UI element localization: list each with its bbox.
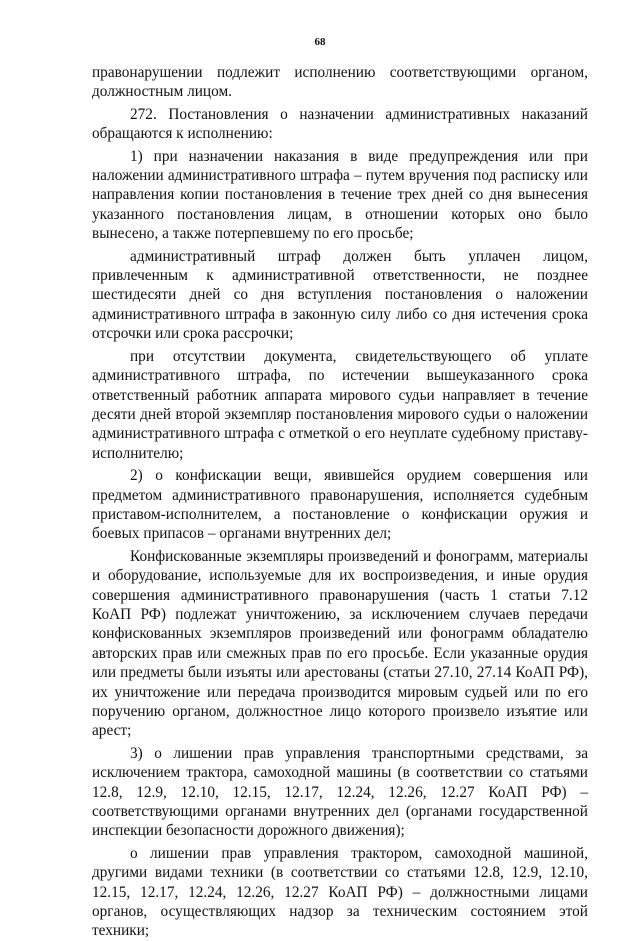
- paragraph-item-3: 3) о лишении прав управления транспортными средствами, за исключением трактора, самоходной машины (в соответствии со статьями 12.8, 12.9, 12.10, 12.15, 12.17, 12.24, 12.26, 12.27 КоАП РФ) – соответствующими органами внутренних дел (органами государственной инспекции безопасности дорожного движения);: [92, 744, 588, 840]
- paragraph-item-2: 2) о конфискации вещи, явившейся орудием совершения или предметом административного правонарушения, исполняется судебным приставом-исполнителем, а постановление о конфискации оружия и боевых припасов – органами внутренних дел;: [92, 467, 588, 543]
- document-body: [92, 63, 588, 941]
- paragraph-272: 272. Постановления о назначении административных наказаний обращаются к исполнению:: [92, 105, 588, 143]
- paragraph-continuation: правонарушении подлежит исполнению соответствующими органом, должностным лицом.: [92, 64, 588, 101]
- paragraph-no-payment-document: при отсутствии документа, свидетельствующего об уплате административного штрафа, по истечении вышеуказанного срока ответственный работник аппарата мирового судьи направляет в течение десяти дней второй экземпляр постановления мирового судьи о наложении административного штрафа с отметкой о его неуплате судебному приставу-исполнителю;: [92, 347, 588, 462]
- page-number: 68: [314, 36, 326, 48]
- paragraph-item-1: 1) при назначении наказания в виде предупреждения или при наложении административного штрафа – путем вручения под расписку или направления копии постановления в течение трех дней со дня вынесения указанного постановления лицам, в отношении которых оно было вынесено, а также потерпевшему по его просьбе;: [92, 147, 588, 243]
- paragraph-fine-payment: административный штраф должен быть уплачен лицом, привлеченным к административной ответственности, не позднее шестидесяти дней со дня вступления постановления о наложении административного штрафа в законную силу либо со дня истечения срока отсрочки или срока рассрочки;: [92, 247, 588, 343]
- paragraph-tractor-rights: о лишении прав управления трактором, самоходной машиной, другими видами техники (в соответствии со статьями 12.8, 12.9, 12.10, 12.15, 12.17, 12.24, 12.26, 12.27 КоАП РФ) – должностными лицами органов, осуществляющих надзор за техническим состоянием этой техники;: [92, 844, 588, 940]
- paragraph-confiscated-copies: Конфискованные экземпляры произведений и фонограмм, материалы и оборудование, используемые для их воспроизведения, и иные орудия совершения административного правонарушения (часть 1 статьи 7.12 КоАП РФ) подлежат уничтожению, за исключением случаев передачи конфискованных экземпляров произведений или фонограмм обладателю авторских прав или смежных прав по его просьбе. Если указанные орудия или предметы были изъяты или арестованы (статьи 27.10, 27.14 КоАП РФ), их уничтожение или передача производится мировым судьей или по его поручению органом, должностное лицо которого произвело изъятие или арест;: [92, 547, 588, 740]
